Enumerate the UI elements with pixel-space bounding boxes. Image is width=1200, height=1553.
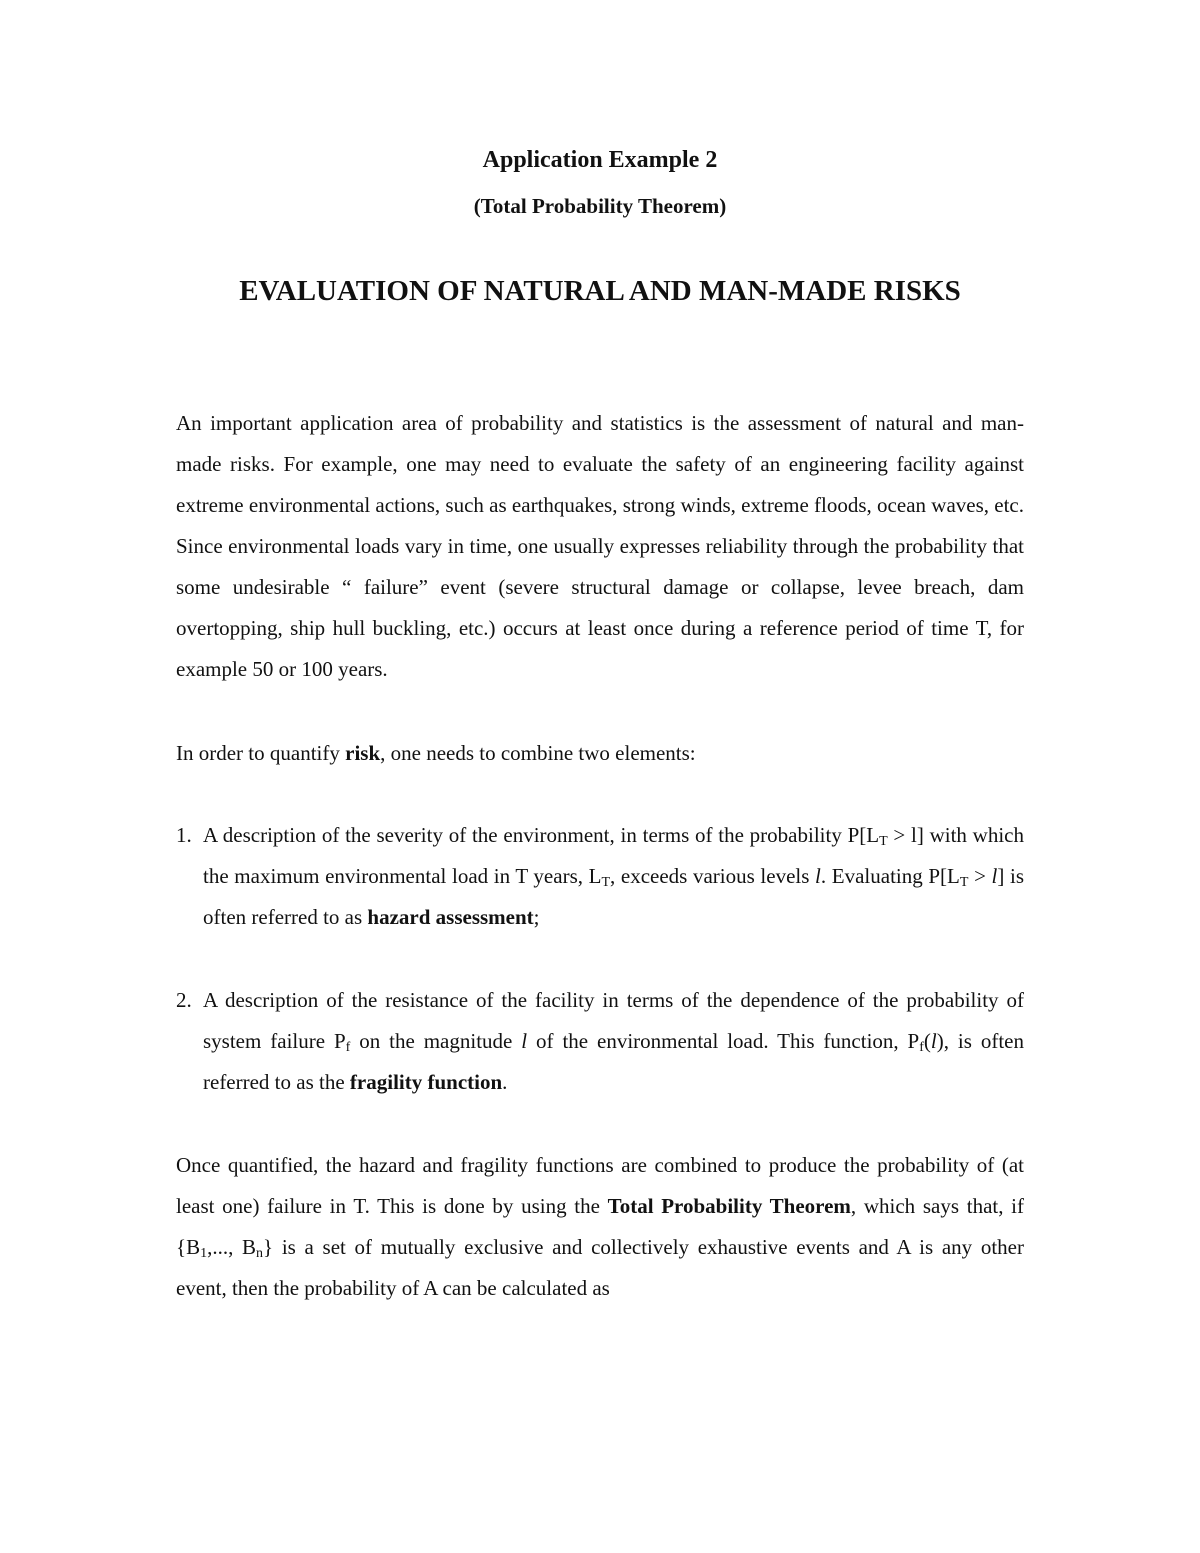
text-run: . <box>502 1070 508 1094</box>
risk-paragraph-text-2: , one needs to combine two elements: <box>380 741 696 765</box>
text-run: of the environmental load. This function, P <box>527 1029 920 1053</box>
document-title: Application Example 2 <box>482 147 718 173</box>
theorem-paragraph <box>176 1145 1024 1309</box>
text-run: > <box>968 864 992 888</box>
section-heading: EVALUATION OF NATURAL AND MAN-MADE RISKS <box>239 275 961 307</box>
text-run: ; <box>533 905 540 929</box>
italic-variable: l <box>991 864 998 888</box>
list-number: 2. <box>176 988 192 1012</box>
text-run: ,..., B <box>207 1235 257 1259</box>
intro-paragraph: An important application area of probability and statistics is the assessment of natural and man-made risks. For example, one may need to evaluate the safety of an engineering facility against extreme environmental actions, such as earthquakes, strong winds, extreme floods, ocean waves, etc. Since environmental loads vary in time, one usually expresses reliability through the probability that some undesirable “ failure” event (severe structural damage or collapse, levee breach, dam overtopping, ship hull buckling, etc.) occurs at least once during a reference period of time T, for example 50 or 100 years. <box>176 411 1024 681</box>
risk-paragraph-text-1: In order to quantify <box>176 741 346 765</box>
text-run: } is a set of mutually exclusive and collectively exhaustive events and A is any other event, then the probability of A can be calculated as <box>176 1235 1024 1300</box>
fragility-function-term: fragility function <box>349 1070 503 1094</box>
subscript: f <box>345 1040 351 1055</box>
text-run: ( <box>923 1029 931 1053</box>
subscript: T <box>601 875 611 890</box>
hazard-assessment-term: hazard assessment <box>367 905 534 929</box>
italic-variable: l <box>815 864 821 888</box>
italic-variable: l <box>930 1029 937 1053</box>
subscript: f <box>919 1040 924 1055</box>
subscript: 1 <box>200 1246 208 1261</box>
list-item-body <box>203 980 1024 1103</box>
subscript: T <box>959 875 969 890</box>
subscript: n <box>256 1246 264 1261</box>
text-run: A description of the severity of the environment, in terms of the probability P[L <box>203 823 880 847</box>
list-number: 1. <box>176 823 192 847</box>
text-run: A description of the resistance of the facility in terms of the dependence of the probability of system failure P <box>203 988 1024 1053</box>
risk-term: risk <box>345 741 381 765</box>
text-run: ] is often referred to as <box>203 864 1025 929</box>
list-item-hazard <box>176 815 1024 938</box>
text-run: , exceeds various levels <box>610 864 816 888</box>
text-run: , which says that, if {B <box>176 1194 1024 1259</box>
list-item-fragility <box>176 980 1024 1103</box>
text-run: ), is often referred to as the <box>203 1029 1024 1094</box>
text-run: Once quantified, the hazard and fragility functions are combined to produce the probability of (at least one) failure in T. This is done by using the <box>176 1153 1024 1218</box>
text-run: . Evaluating P[L <box>820 864 960 888</box>
subscript: T <box>879 834 888 849</box>
risk-paragraph <box>176 733 1024 774</box>
italic-variable: l <box>521 1029 528 1053</box>
text-run: on the magnitude <box>350 1029 522 1053</box>
total-probability-theorem-term: Total Probability Theorem <box>607 1194 851 1218</box>
list-item-body <box>203 815 1024 938</box>
text-run: > l] with which the maximum environmental load in T years, L <box>203 823 1025 888</box>
document-subtitle: (Total Probability Theorem) <box>473 194 727 218</box>
